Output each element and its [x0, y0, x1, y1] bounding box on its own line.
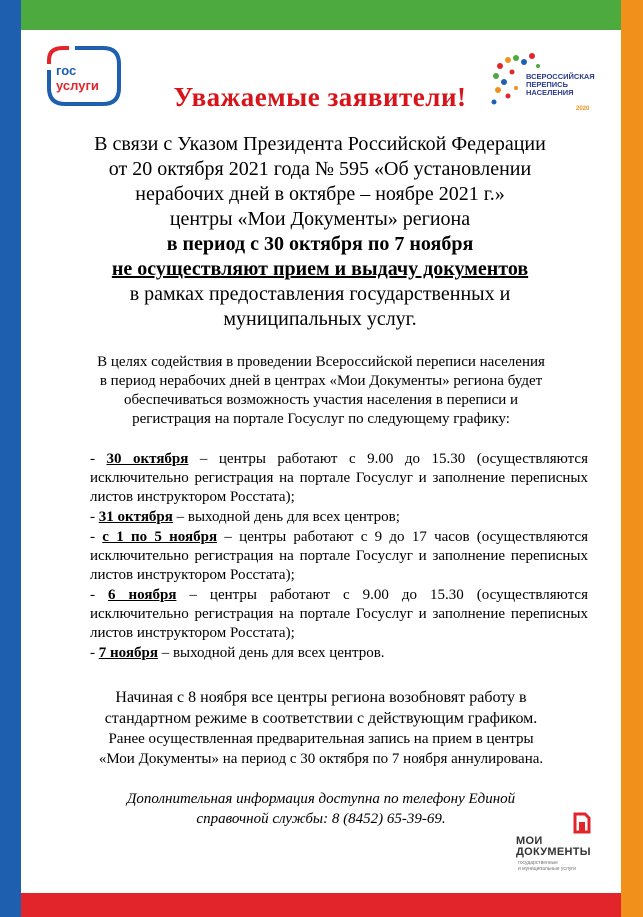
census-notice-line2: в период нерабочих дней в центрах «Мои Документы» региона будет	[99, 373, 543, 389]
docs-sub1: государственные	[518, 860, 558, 866]
schedule-date: с 1 по 5 ноября	[102, 529, 218, 545]
schedule-date: 6 ноября	[108, 587, 177, 603]
intro-line4: центры «Мои Документы» региона	[169, 208, 471, 230]
schedule-item: - 6 ноября – центры работают с 9.00 до 15.30 (осуществляются исключительно регистрация на портале Госуслуг и заполнение переписных листов инструктором Росстата);	[90, 587, 588, 641]
census-caption-line2: ПЕРЕПИСЬ	[526, 80, 568, 89]
resume-line2: стандартном режиме в соответствии с действующим графиком.	[104, 709, 538, 727]
schedule-item: - 30 октября – центры работают с 9.00 до 15.30 (осуществляются исключительно регистрация на портале Госуслуг и заполнение переписных листов инструктором Росстата);	[90, 451, 588, 505]
census-notice-line1: В целях содействия в проведении Всероссийской переписи населения	[97, 354, 545, 370]
resume-line4: «Мои Документы» на период с 30 октября по 7 ноября аннулирована.	[98, 751, 544, 767]
docs-sub2: и муниципальные услуги	[518, 866, 576, 872]
gosuslugi-word2: услуги	[56, 78, 99, 93]
docs-line1: МОИ	[516, 835, 543, 847]
resume-line1: Начиная с 8 ноября все центры региона возобновят работу в	[115, 689, 527, 706]
moi-dokumenty-mark-icon	[571, 812, 593, 834]
census-year: 2020	[576, 106, 590, 112]
gosuslugi-logo	[45, 44, 123, 108]
moi-dokumenty-subtitle	[518, 860, 576, 872]
schedule-text: – выходной день для всех центров;	[172, 509, 400, 525]
census-caption-line1: ВСЕРОССИЙСКАЯ	[526, 72, 595, 81]
census-notice	[55, 353, 587, 429]
schedule-text: – выходной день для всех центров.	[157, 645, 385, 661]
census-notice-line3: обеспечиваться возможность участия населения в переписи и	[123, 392, 519, 408]
census-notice-line4: регистрация на портале Госуслуг по следующему графику:	[132, 411, 510, 427]
page-title: Уважаемые заявители!	[173, 82, 467, 112]
schedule-text: – центры работают с 9 до 17 часов (осуществляются исключительно регистрация на портале Госуслуг и заполнение переписных листов инструктором Росстата);	[90, 529, 588, 583]
census-caption-line3: НАСЕЛЕНИЯ	[526, 88, 574, 97]
schedule-text: – центры работают с 9.00 до 15.30 (осуществляются исключительно регистрация на портале Госуслуг и заполнение переписных листов инструктором Росстата);	[90, 451, 588, 505]
frame-bottom-red	[21, 893, 621, 917]
intro-line7: в рамках предоставления государственных и	[129, 283, 511, 305]
moi-dokumenty-title	[516, 836, 591, 858]
census-caption	[526, 73, 595, 97]
schedule-item: - 31 октября – выходной день для всех центров;	[90, 509, 400, 525]
resume-block	[45, 688, 597, 769]
schedule-date: 31 октября	[98, 509, 173, 525]
intro-period: в период с 30 октября по 7 ноября	[166, 233, 474, 255]
info-block	[60, 789, 582, 829]
frame-top-green	[21, 0, 621, 30]
resume-line3: Ранее осуществленная предварительная запись на прием в центры	[108, 731, 534, 747]
schedule-text: – центры работают с 9.00 до 15.30 (осуществляются исключительно регистрация на портале Госуслуг и заполнение переписных листов инструктором Росстата);	[90, 587, 588, 641]
schedule-date: 30 октября	[106, 451, 189, 467]
schedule-date: 7 ноября	[98, 645, 158, 661]
frame-left-blue	[0, 0, 21, 917]
gosuslugi-word1: гос	[56, 63, 77, 78]
intro-block	[40, 132, 600, 332]
schedule-item: - 7 ноября – выходной день для всех центров.	[90, 645, 385, 661]
docs-line2: ДОКУМЕНТЫ	[516, 846, 591, 858]
info-phone[interactable]: справочной службы: 8 (8452) 65-39-69.	[196, 811, 446, 827]
frame-right-orange	[621, 0, 643, 917]
intro-not-serving: не осуществляют прием и выдачу документов	[111, 258, 529, 280]
intro-line3: нерабочих дней в октябре – ноябре 2021 г.»	[135, 183, 505, 205]
intro-line1: В связи с Указом Президента Российской Федерации	[94, 133, 546, 155]
intro-line8: муниципальных услуг.	[223, 308, 417, 330]
schedule-list	[90, 450, 588, 664]
moi-dokumenty-logo	[512, 812, 602, 882]
schedule-item: - с 1 по 5 ноября – центры работают с 9 до 17 часов (осуществляются исключительно регистрация на портале Госуслуг и заполнение переписных листов инструктором Росстата);	[90, 529, 588, 583]
intro-line2: от 20 октября 2021 года № 595 «Об установлении	[108, 158, 532, 180]
info-line1: Дополнительная информация доступна по телефону Единой	[126, 791, 516, 807]
